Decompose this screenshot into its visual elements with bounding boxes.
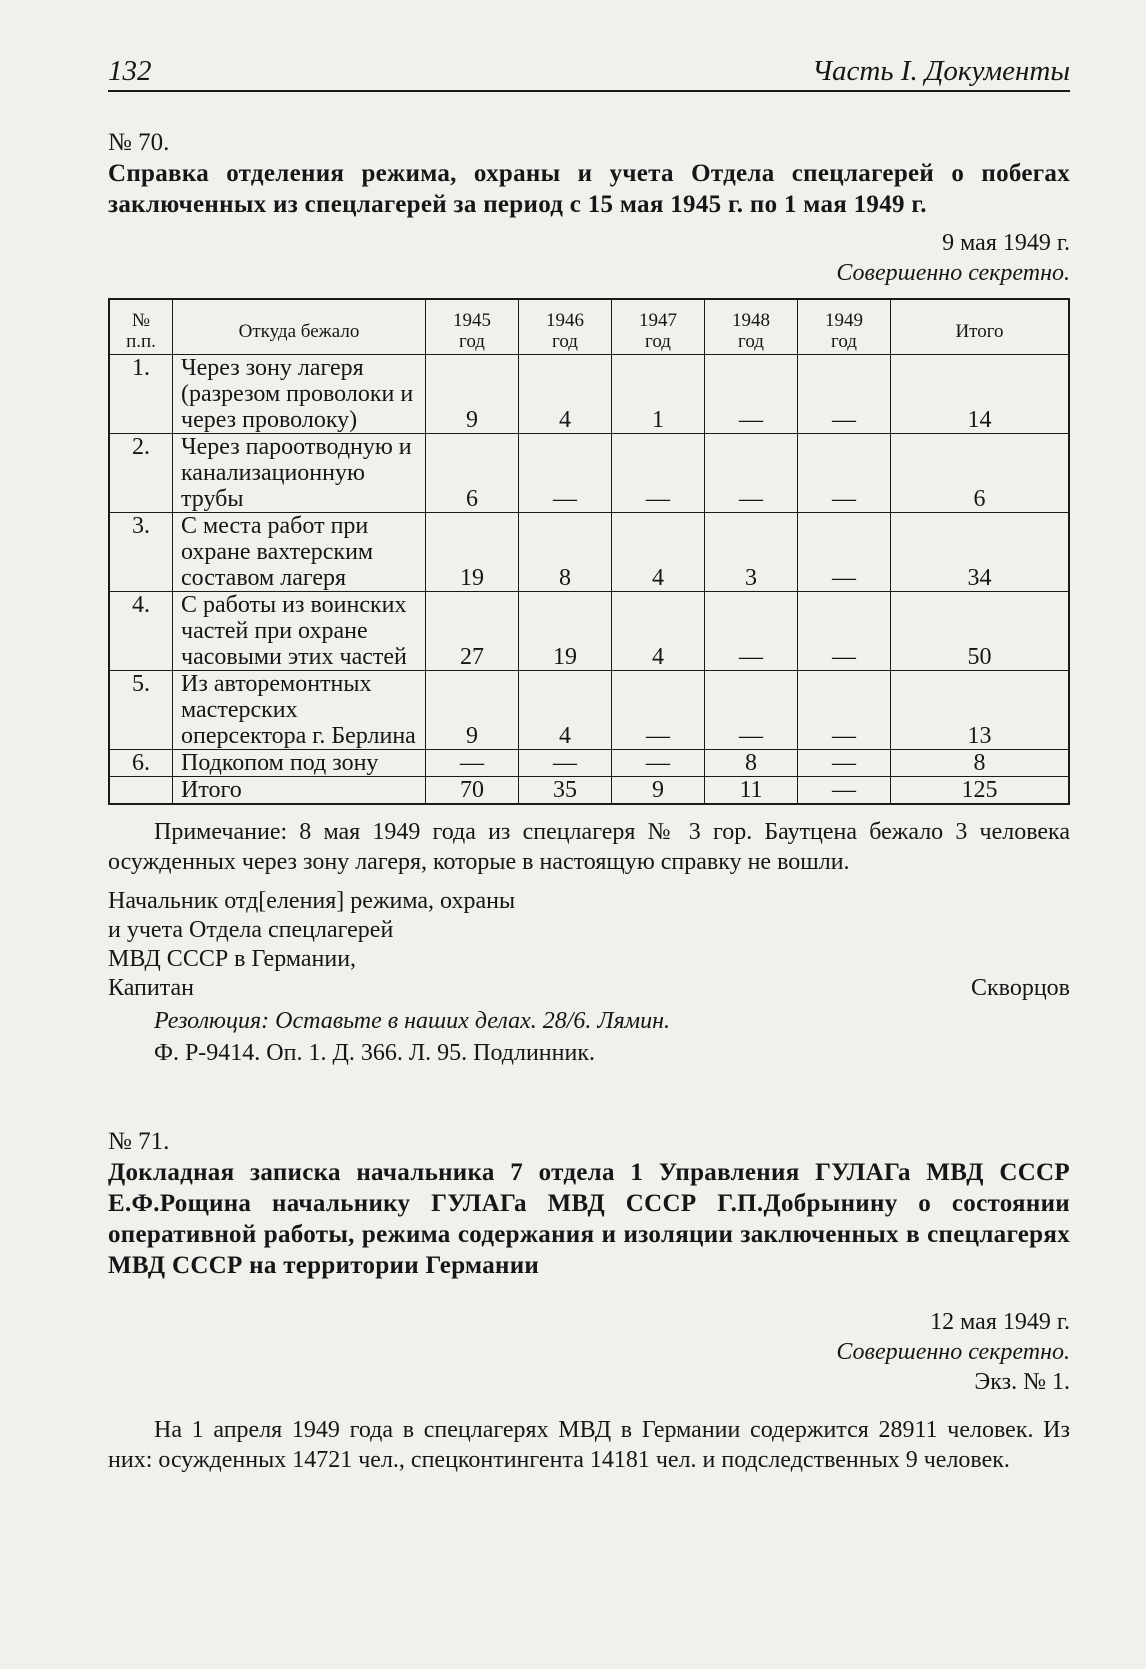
row-1945: 19: [426, 513, 519, 592]
doc71-date: 12 мая 1949 г.: [930, 1309, 1070, 1335]
row-1945: 6: [426, 434, 519, 513]
doc70-number: № 70.: [108, 129, 170, 156]
row-1946: 4: [519, 355, 612, 434]
row-1949: —: [798, 434, 891, 513]
doc70-resolution: Резолюция: Оставьте в наших делах. 28/6. Лямин.: [154, 1008, 671, 1034]
row-1946: 8: [519, 513, 612, 592]
row-total: 14: [891, 355, 1070, 434]
row-1947: 4: [612, 513, 705, 592]
header-from: Откуда бежало: [173, 299, 426, 355]
signature-line: и учета Отдела спецлагерей: [108, 917, 394, 943]
row-1946: 35: [519, 777, 612, 805]
row-1949: —: [798, 750, 891, 777]
row-num: 1.: [109, 355, 173, 434]
header-num: № п.п.: [109, 299, 173, 355]
row-1945: 70: [426, 777, 519, 805]
row-1948: 8: [705, 750, 798, 777]
doc70-title: Справка отделения режима, охраны и учета Отдела спецлагерей о побегах заключенных из спецлагерей за период с 15 мая 1945 г. по 1 мая 1949 г.: [108, 160, 1070, 218]
table-total-row: [109, 777, 1069, 805]
running-header: [108, 56, 1070, 92]
doc70-signature: [108, 887, 1070, 1003]
row-total: 50: [891, 592, 1070, 671]
row-1945: 27: [426, 592, 519, 671]
doc70-note: Примечание: 8 мая 1949 года из спецлагеря № 3 гор. Баутцена бежало 3 человека осужденных через зону лагеря, которые в настоящую справку не вошли.: [108, 819, 1070, 875]
table-row: [109, 434, 1069, 513]
row-1945: 9: [426, 671, 519, 750]
row-total: 125: [891, 777, 1070, 805]
section-title: Часть I. Документы: [812, 55, 1070, 87]
page-number: 132: [108, 55, 152, 87]
signature-rank: Капитан: [108, 975, 194, 1001]
table-row: [109, 513, 1069, 592]
header-1947: 1947 год: [612, 299, 705, 355]
doc71-copy: Экз. № 1.: [974, 1369, 1070, 1395]
row-1948: 3: [705, 513, 798, 592]
header-1948: 1948 год: [705, 299, 798, 355]
row-total: 34: [891, 513, 1070, 592]
row-1949: —: [798, 592, 891, 671]
row-1947: —: [612, 671, 705, 750]
row-1949: —: [798, 671, 891, 750]
row-num: 5.: [109, 671, 173, 750]
row-1947: 9: [612, 777, 705, 805]
table-header-row: [109, 299, 1069, 355]
row-1947: 1: [612, 355, 705, 434]
row-1946: 4: [519, 671, 612, 750]
doc71-number: № 71.: [108, 1128, 170, 1155]
row-place: С места работ при охране вахтерским составом лагеря: [173, 513, 426, 592]
doc70-date: 9 мая 1949 г.: [942, 230, 1070, 256]
row-total: 8: [891, 750, 1070, 777]
row-place: Через зону лагеря (разрезом проволоки и через проволоку): [173, 355, 426, 434]
row-place: Итого: [173, 777, 426, 805]
row-place: Подкопом под зону: [173, 750, 426, 777]
row-1947: 4: [612, 592, 705, 671]
row-total: 6: [891, 434, 1070, 513]
header-1945: 1945 год: [426, 299, 519, 355]
doc70-archive: Ф. Р-9414. Оп. 1. Д. 366. Л. 95. Подлинник.: [154, 1040, 595, 1066]
signature-row: [108, 974, 1070, 1003]
row-num: 4.: [109, 592, 173, 671]
doc71-title: Докладная записка начальника 7 отдела 1 Управления ГУЛАГа МВД СССР Е.Ф.Рощина начальнику ГУЛАГа МВД СССР Г.П.Добрынину о состоянии оперативной работы, режима содержания и изоляции заключенных в спецлагерях МВД СССР на территории Германии: [108, 1159, 1070, 1279]
signature-line: МВД СССР в Германии,: [108, 946, 357, 972]
row-1949: —: [798, 355, 891, 434]
row-num: 6.: [109, 750, 173, 777]
document-page: [108, 56, 1070, 1475]
row-place: С работы из воинских частей при охране часовыми этих частей: [173, 592, 426, 671]
row-1948: —: [705, 592, 798, 671]
row-1949: —: [798, 513, 891, 592]
doc71-body: На 1 апреля 1949 года в спецлагерях МВД в Германии содержится 28911 человек. Из них: осужденных 14721 чел., спецконтингента 14181 чел. и подследственных 9 человек.: [108, 1417, 1070, 1473]
row-1946: —: [519, 750, 612, 777]
row-1946: —: [519, 434, 612, 513]
table-row: [109, 355, 1069, 434]
row-1947: —: [612, 750, 705, 777]
row-place: Из авторемонтных мастерских оперсектора г. Берлина: [173, 671, 426, 750]
row-num: 2.: [109, 434, 173, 513]
table-row: [109, 592, 1069, 671]
row-1948: —: [705, 355, 798, 434]
header-total: Итого: [891, 299, 1070, 355]
row-1948: 11: [705, 777, 798, 805]
row-1945: —: [426, 750, 519, 777]
row-1948: —: [705, 434, 798, 513]
table-row: [109, 750, 1069, 777]
row-1949: —: [798, 777, 891, 805]
row-num: [109, 777, 173, 805]
row-1947: —: [612, 434, 705, 513]
escapes-table: [108, 298, 1070, 805]
row-1948: —: [705, 671, 798, 750]
doc71-classification: Совершенно секретно.: [836, 1339, 1070, 1365]
row-total: 13: [891, 671, 1070, 750]
doc70-classification: Совершенно секретно.: [836, 260, 1070, 286]
row-1946: 19: [519, 592, 612, 671]
header-1949: 1949 год: [798, 299, 891, 355]
header-1946: 1946 год: [519, 299, 612, 355]
signature-name: Скворцов: [970, 975, 1070, 1001]
table-row: [109, 671, 1069, 750]
signature-line: Начальник отд[еления] режима, охраны: [108, 888, 516, 914]
row-num: 3.: [109, 513, 173, 592]
row-1945: 9: [426, 355, 519, 434]
row-place: Через пароотводную и канализационную трубы: [173, 434, 426, 513]
